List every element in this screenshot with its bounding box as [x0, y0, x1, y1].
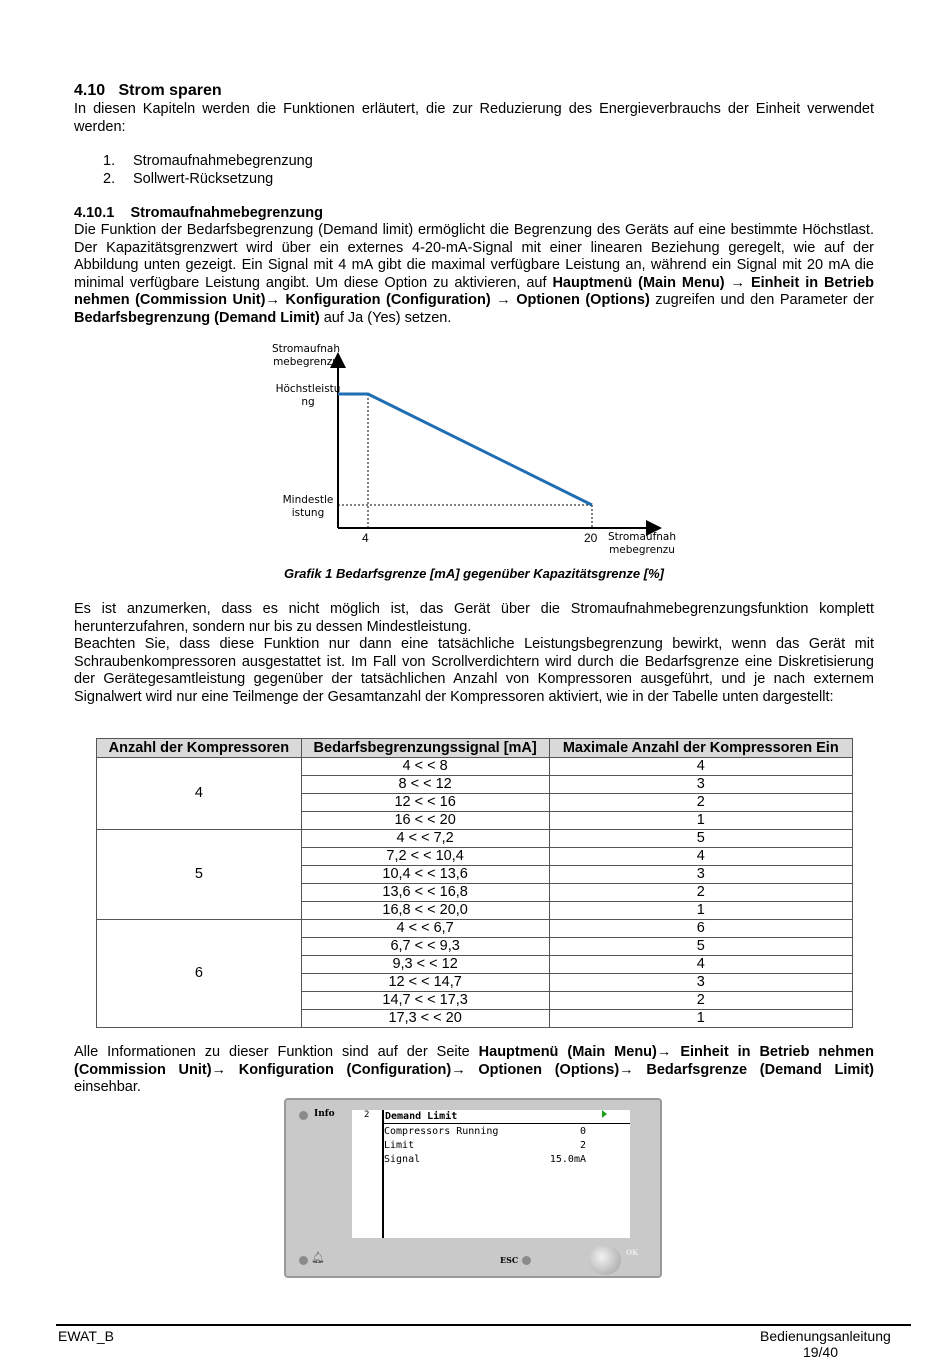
header-signal: Bedarfsbegrenzungssignal [mA]: [301, 739, 549, 758]
scroll-paragraph: Beachten Sie, dass diese Funktion nur dann eine tatsächliche Leistungsbegrenzung bewirkt, wenn das Gerät mit Schraubenkompressoren ausgestattet ist. Im Fall von Scrollverdichtern wird durch die Bedarfsgrenze eine Diskretisierung der Gerätegesamtleistung gegenüber der tatsächlichen Anzahl von Kompressoren ausgeführt, und je nach externem Signalwert wird nur eine Teilmenge der Gesamtanzahl der Kompressoren aktiviert, wie in der Tabelle unten dargestellt:: [74, 636, 874, 705]
section-number: 4.10: [74, 82, 106, 99]
info-button[interactable]: Info: [314, 1109, 335, 1119]
max-cell: 4: [549, 848, 852, 866]
note-paragraph: Es ist anzumerken, dass es nicht möglich ist, das Gerät über die Stromaufnahmebegrenzungsfunktion komplett herunterzufahren, sondern nur bis zu dessen Mindestleistung.: [74, 601, 874, 635]
screen-row[interactable]: Signal 15.0mA: [384, 1154, 586, 1165]
list-item: 1. Stromaufnahmebegrenzung: [103, 153, 313, 169]
ok-knob[interactable]: [589, 1245, 621, 1275]
subsection-number: 4.10.1: [74, 205, 115, 221]
max-cell: 3: [549, 866, 852, 884]
table-row: [97, 758, 853, 776]
alarm-led: [299, 1256, 308, 1265]
y-min-label: Mindestle istung: [282, 494, 334, 519]
group-count: 6: [97, 920, 302, 1028]
subsection-heading: [74, 205, 323, 221]
signal-cell: 6,7 < < 9,3: [301, 938, 549, 956]
signal-cell: 10,4 < < 13,6: [301, 866, 549, 884]
table-row: [97, 920, 853, 938]
screen-rows: [384, 1125, 586, 1167]
function-list: [103, 153, 313, 188]
signal-cell: 9,3 < < 12: [301, 956, 549, 974]
footer-doc-code: EWAT_B: [58, 1328, 115, 1344]
header-compressor-count: Anzahl der Kompressoren: [97, 739, 302, 758]
screen-title: Demand Limit: [385, 1111, 458, 1122]
subsection-title: Stromaufnahmebegrenzung: [130, 205, 323, 221]
max-cell: 1: [549, 812, 852, 830]
max-cell: 2: [549, 992, 852, 1010]
bell-icon[interactable]: 🔔︎: [311, 1252, 325, 1264]
capacity-line: [338, 394, 592, 505]
x-axis-label: Stromaufnah mebegrenzu: [607, 531, 677, 556]
signal-cell: 4 < < 8: [301, 758, 549, 776]
table-header-row: [97, 739, 853, 758]
max-cell: 5: [549, 830, 852, 848]
screen-title-row: [384, 1111, 630, 1124]
signal-cell: 14,7 < < 17,3: [301, 992, 549, 1010]
section-heading: [74, 82, 222, 100]
scroll-right-icon: [602, 1110, 607, 1118]
demand-limit-paragraph: Die Funktion der Bedarfsbegrenzung (Demand limit) ermöglicht die Begrenzung des Geräts auf eine bestimmte Höchstlast. Der Kapazitätsgrenzwert wird über ein externes 4-20-mA-Signal mit einer linearen Beziehung geregelt, wie auf der Abbildung unten gezeigt. Ein Signal mit 4 mA gibt die maximal verfügbare Leistung an, während ein Signal mit 20 mA die minimal verfügbare Leistung angibt. Um diese Option zu aktivieren, auf Hauptmenü (Main Menu) → Einheit in Betrieb nehmen (Commission Unit)→ Konfiguration (Configuration) → Optionen (Options) zugreifen und den Parameter der Bedarfsbegrenzung (Demand Limit) auf Ja (Yes) setzen.: [74, 222, 875, 326]
esc-button[interactable]: ESC: [500, 1255, 519, 1265]
signal-cell: 13,6 < < 16,8: [301, 884, 549, 902]
menu-level: 2: [364, 1110, 370, 1120]
signal-cell: 12 < < 14,7: [301, 974, 549, 992]
x-tick-20: 20: [584, 531, 598, 545]
max-cell: 4: [549, 956, 852, 974]
signal-cell: 16 < < 20: [301, 812, 549, 830]
max-cell: 3: [549, 974, 852, 992]
table-row: [97, 830, 853, 848]
lcd-screen: [352, 1110, 630, 1238]
signal-cell: 12 < < 16: [301, 794, 549, 812]
group-count: 5: [97, 830, 302, 920]
signal-cell: 17,3 < < 20: [301, 1010, 549, 1028]
menu-path: Hauptmenü (Main Menu) → Einheit in Betrieb nehmen (Commission Unit)→ Konfiguration (Configuration) → Optionen (Options): [74, 274, 874, 309]
screen-row[interactable]: Compressors Running 0: [384, 1126, 586, 1137]
signal-cell: 7,2 < < 10,4: [301, 848, 549, 866]
screen-row[interactable]: Limit 2: [384, 1140, 586, 1151]
section-title: Strom sparen: [118, 82, 222, 99]
demand-limit-chart: [268, 338, 688, 566]
max-cell: 5: [549, 938, 852, 956]
compressor-table: [96, 738, 853, 1028]
signal-cell: 4 < < 7,2: [301, 830, 549, 848]
y-axis-label: Stromaufnah mebegrenzu: [271, 343, 341, 368]
page-number: 19/40: [802, 1344, 838, 1360]
esc-led: [522, 1256, 531, 1265]
max-cell: 1: [549, 902, 852, 920]
info-led: [299, 1111, 308, 1120]
y-max-label: Höchstleistu ng: [275, 383, 341, 408]
intro-paragraph: In diesen Kapiteln werden die Funktionen erläutert, die zur Reduzierung des Energieverbrauchs der Einheit verwendet werden:: [74, 101, 874, 135]
max-cell: 2: [549, 794, 852, 812]
x-tick-4: 4: [362, 531, 369, 545]
footer-doc-title: Bedienungsanleitung: [760, 1328, 891, 1344]
header-max-on: Maximale Anzahl der Kompressoren Ein: [549, 739, 852, 758]
parameter-name: Bedarfsbegrenzung (Demand Limit): [74, 309, 320, 326]
signal-cell: 16,8 < < 20,0: [301, 902, 549, 920]
max-cell: 3: [549, 776, 852, 794]
ok-label: OK: [626, 1248, 639, 1257]
controller-display: [284, 1098, 662, 1278]
chart-caption: Grafik 1 Bedarfsgrenze [mA] gegenüber Kapazitätsgrenze [%]: [284, 566, 664, 581]
footer-divider: [56, 1324, 911, 1326]
max-cell: 4: [549, 758, 852, 776]
info-paragraph: Alle Informationen zu dieser Funktion sind auf der Seite Hauptmenü (Main Menu)→ Einheit in Betrieb nehmen (Commission Unit)→ Konfiguration (Configuration)→ Optionen (Options)→ Bedarfsgrenze (Demand Limit) einsehbar.: [74, 1044, 874, 1096]
group-count: 4: [97, 758, 302, 830]
signal-cell: 4 < < 6,7: [301, 920, 549, 938]
max-cell: 1: [549, 1010, 852, 1028]
max-cell: 2: [549, 884, 852, 902]
list-item: 2. Sollwert-Rücksetzung: [103, 170, 274, 187]
max-cell: 6: [549, 920, 852, 938]
signal-cell: 8 < < 12: [301, 776, 549, 794]
menu-path: Hauptmenü (Main Menu)→ Einheit in Betrieb nehmen (Commission Unit)→ Konfiguration (Configuration)→ Optionen (Options)→ Bedarfsgrenze (Demand Limit): [74, 1044, 874, 1078]
